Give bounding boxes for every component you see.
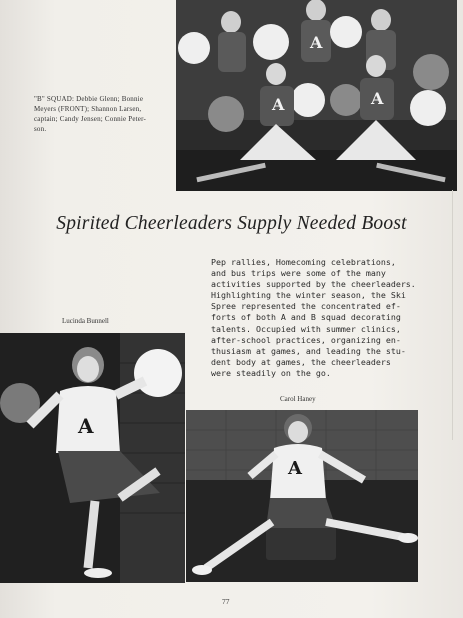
body-line: Spree represented the concentrated ef- [211,301,401,312]
caption-line-3: captain; Candy Jensen; Connie Peter- [34,115,147,123]
svg-text:A: A [78,414,94,438]
body-line: thusiasm at games, and leading the stu- [211,345,406,356]
body-line: dent body at games, the cheerleaders [211,356,391,367]
body-line: talents. Occupied with summer clinics, [211,323,401,334]
svg-text:A: A [371,89,384,108]
cheerleader-left-photo [0,333,185,583]
right-photo-name: Carol Haney [280,395,316,403]
body-line: forts of both A and B squad decorating [211,312,401,323]
body-line: Pep rallies, Homecoming celebrations, [211,257,396,267]
left-photo-name: Lucinda Bunnell [62,317,109,325]
group-photo-caption [34,94,174,134]
cheerleader-right-photo [186,410,418,582]
page-number: 77 [222,597,230,606]
body-line: after-school practices, organizing en- [211,334,401,345]
body-line: Highlighting the winter season, the Ski [211,290,406,301]
caption-line-2: Meyers (FRONT); Shannon Larsen, [34,105,142,113]
svg-text:A: A [272,95,285,114]
body-line: and bus trips were some of the many [211,268,386,279]
body-line: were steadily on the go. [211,367,331,378]
caption-line-4: son. [34,125,47,133]
b-squad-group-photo [176,0,457,191]
caption-line-1: "B" SQUAD: Debbie Glenn; Bonnie [34,95,144,103]
svg-text:A: A [310,33,323,52]
column-rule [452,190,453,440]
article-body [211,257,463,379]
page-headline: Spirited Cheerleaders Supply Needed Boost [56,213,407,234]
svg-text:A: A [288,458,302,479]
body-line: activities supported by the cheerleaders. [211,279,416,290]
